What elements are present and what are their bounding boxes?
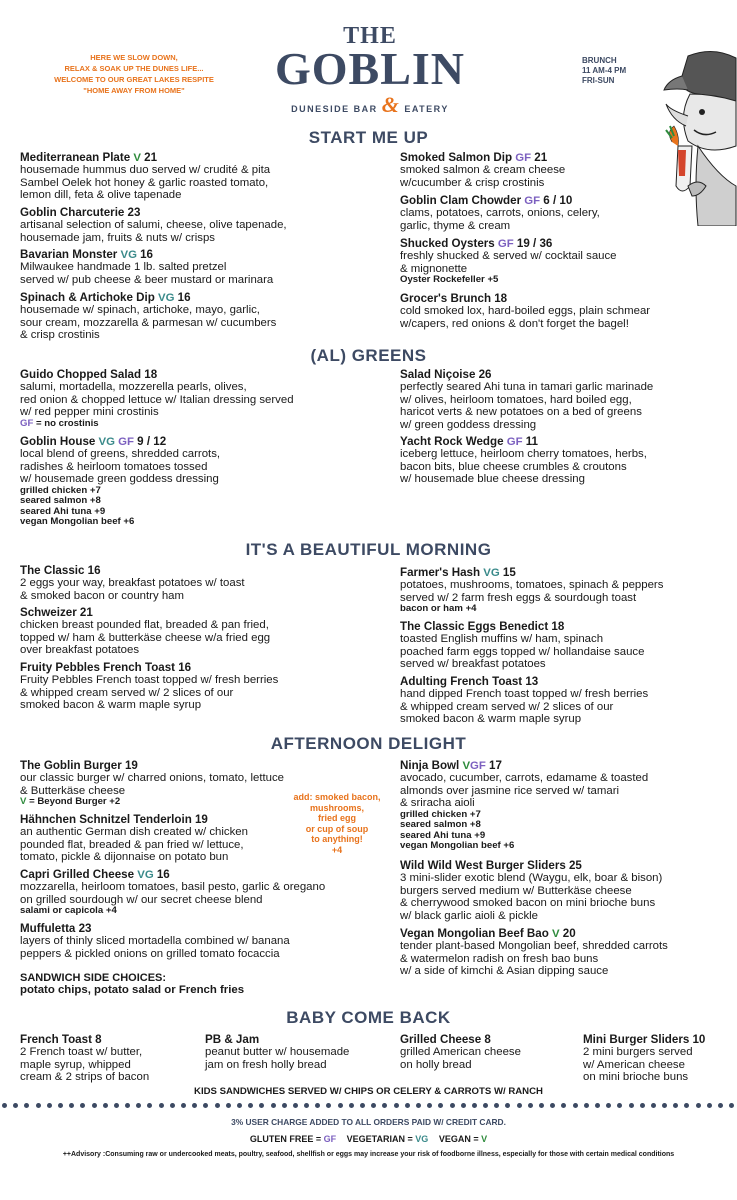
item-desc: toasted English muffins w/ ham, spinach (400, 633, 604, 646)
legend-v: V (481, 1134, 488, 1144)
item-desc: on grilled sourdough w/ our secret cheese blend (20, 893, 263, 906)
item-desc: radishes & heirloom tomatoes tossed (20, 460, 208, 473)
item-desc: 2 mini burgers served (583, 1046, 693, 1059)
item-addon: Oyster Rockefeller +5 (400, 274, 499, 286)
divider-dot (282, 1103, 287, 1108)
divider-dot (427, 1103, 432, 1108)
divider-dot (517, 1103, 522, 1108)
divider-dot (349, 1103, 354, 1108)
logo-sub-left: DUNESIDE BAR (291, 104, 378, 114)
divider-dot (696, 1103, 701, 1108)
item-desc: jam on fresh holly bread (205, 1058, 327, 1071)
item-desc: layers of thinly sliced mortadella combined w/ banana (20, 935, 290, 948)
item-name: Grilled Cheese (400, 1033, 482, 1046)
divider-dot (13, 1103, 18, 1108)
logo-ampersand: & (381, 92, 401, 117)
item-desc: bacon bits, blue cheese crumbles & croutons (400, 460, 627, 473)
item-price: 16 (140, 248, 154, 261)
divider-dot (651, 1103, 656, 1108)
item-desc: avocado, cucumber, carrots, edamame & toasted (400, 772, 649, 785)
item-desc: Milwaukee handmade 1 lb. salted pretzel (20, 261, 227, 274)
item-addon: grilled chicken +7 (20, 484, 101, 496)
divider-dot (640, 1103, 645, 1108)
item-addon: seared Ahi tuna +9 (20, 505, 106, 517)
item-price: 21 (79, 606, 93, 619)
menu-item-muffuletta (20, 923, 290, 960)
item-name: Adulting French Toast (400, 675, 523, 688)
gluten-free-tag: GF (506, 436, 523, 448)
divider-dot (483, 1103, 488, 1108)
kids-item-pb-jam (205, 1034, 349, 1071)
brunch-time: 11 AM-4 PM (582, 66, 627, 75)
item-name: Farmer's Hash (400, 566, 481, 579)
vegan-tag: V (462, 760, 471, 772)
item-desc: topped w/ ham & butterkäse cheese w/a fried egg (20, 631, 271, 644)
item-price: 15 (502, 566, 516, 579)
item-desc: Fruity Pebbles French toast topped w/ fresh berries (20, 674, 279, 687)
item-desc: & whipped cream served w/ 2 slices of our (20, 686, 234, 699)
item-desc: served w/ 2 farm fresh eggs & sourdough toast (400, 591, 637, 604)
item-name: Mediterranean Plate (20, 151, 131, 164)
item-addon: salami or capicola +4 (20, 905, 117, 917)
item-desc: 2 French toast w/ butter, (20, 1046, 143, 1059)
divider-dot (338, 1103, 343, 1108)
item-price: 25 (568, 859, 582, 872)
divider-dot (215, 1103, 220, 1108)
menu-item-grocers-brunch (400, 293, 650, 330)
item-desc: haricot verts & new potatoes on a bed of greens (400, 406, 642, 419)
item-desc: sour cream, mozzarella & parmesan w/ cucumbers (20, 316, 277, 329)
item-desc: smoked salmon & cream cheese (400, 164, 566, 177)
item-desc: & sriracha aioli (400, 797, 475, 810)
section-greens: (AL) GREENS (310, 346, 427, 365)
kids-item-grilled-cheese (400, 1034, 521, 1071)
divider-dot (159, 1103, 164, 1108)
item-price: 18 (551, 620, 565, 633)
item-desc: red onion & chopped lettuce w/ Italian dressing served (20, 393, 294, 406)
item-desc: & mignonette (400, 262, 468, 275)
divider-dot (203, 1103, 208, 1108)
item-gf-note: GF = no crostinis (20, 417, 99, 429)
menu-item-adulting-toast (400, 676, 648, 726)
item-desc: w/capers, red onions & don't forget the bagel! (400, 317, 629, 330)
item-desc: served w/ breakfast potatoes (400, 658, 546, 671)
item-price: 19 / 36 (516, 237, 553, 250)
gluten-free-tag: GF (524, 195, 541, 207)
item-price: 13 (525, 675, 539, 688)
item-price: 16 (87, 564, 101, 577)
sandwich-side-choices (20, 972, 244, 997)
dietary-legend (0, 1134, 737, 1144)
item-desc: & watermelon radish on fresh bao buns (400, 952, 599, 965)
gluten-free-tag: GF (118, 436, 134, 448)
item-desc: peanut butter w/ housemade (205, 1046, 350, 1059)
menu-item-nicoise (400, 369, 653, 431)
divider-dot (438, 1103, 443, 1108)
divider-dot (584, 1103, 589, 1108)
dotted-divider (0, 1100, 737, 1112)
item-name: Goblin House (20, 435, 96, 448)
item-addon: vegan Mongolian beef +6 (400, 840, 515, 852)
divider-dot (125, 1103, 130, 1108)
item-name: Salad Niçoise (400, 368, 476, 381)
item-desc: & Butterkäse cheese (20, 784, 126, 797)
item-price: 10 (692, 1033, 706, 1046)
divider-dot (36, 1103, 41, 1108)
divider-dot (170, 1103, 175, 1108)
vegan-tag: V (133, 152, 141, 164)
item-name: Schweizer (20, 606, 77, 619)
gluten-free-tag: GF (497, 238, 514, 250)
divider-dot (326, 1103, 331, 1108)
item-price: 18 (144, 368, 158, 381)
divider-dot (606, 1103, 611, 1108)
item-name: Grocer's Brunch (400, 292, 492, 305)
tagline-line: WELCOME TO OUR GREAT LAKES RESPITE (54, 75, 214, 84)
item-desc: tomato, pickle & dijonnaise on potato bun (20, 851, 229, 864)
divider-dot (528, 1103, 533, 1108)
item-addon: seared salmon +8 (400, 819, 481, 831)
item-desc: potato chips, potato salad or French fries (20, 984, 245, 997)
item-desc: an authentic German dish created w/ chicken (20, 826, 248, 839)
item-desc: w/ green goddess dressing (400, 418, 537, 431)
item-price: 20 (562, 927, 576, 940)
item-desc: garlic, thyme & cream (400, 219, 511, 232)
legend-gf: GF (323, 1134, 337, 1144)
item-price: 17 (489, 759, 502, 772)
add-note-line: mushrooms, (309, 802, 364, 813)
divider-dot (92, 1103, 97, 1108)
item-desc: lemon dill, feta & olive tapenade (20, 189, 182, 202)
item-name: Muffuletta (20, 922, 76, 935)
item-desc: cream & 2 strips of bacon (20, 1071, 150, 1084)
menu-item-schweizer (20, 607, 270, 657)
section-afternoon: AFTERNOON DELIGHT (270, 734, 467, 753)
brunch-label: BRUNCH (582, 56, 617, 65)
menu-item-guido-salad (20, 369, 294, 429)
menu-item-schnitzel (20, 814, 248, 864)
menu-item-capri-grilled-cheese (20, 869, 325, 917)
item-desc: almonds over jasmine rice served w/ tamari (400, 784, 620, 797)
divider-dot (472, 1103, 477, 1108)
divider-dot (192, 1103, 197, 1108)
section-morning: IT'S A BEAUTIFUL MORNING (245, 540, 492, 559)
divider-dot (405, 1103, 410, 1108)
item-price: 18 (494, 292, 508, 305)
menu-item-charcuterie (20, 207, 287, 244)
item-price: 26 (478, 368, 492, 381)
item-desc: salumi, mortadella, mozzerella pearls, olives, (20, 381, 247, 394)
divider-dot (707, 1103, 712, 1108)
vegan-tag: V (551, 928, 560, 940)
menu-item-mediterranean (20, 152, 270, 202)
item-name: The Classic (20, 564, 85, 577)
divider-dot (360, 1103, 365, 1108)
divider-dot (103, 1103, 108, 1108)
menu-item-ninja-bowl (400, 760, 648, 852)
item-desc: & crisp crostinis (20, 329, 100, 342)
divider-dot (494, 1103, 499, 1108)
item-name: Wild Wild West Burger Sliders (400, 859, 566, 872)
divider-dot (136, 1103, 141, 1108)
divider-dot (248, 1103, 253, 1108)
item-desc: w/ olives, heirloom tomatoes, hard boiled egg, (400, 393, 632, 406)
item-name: Ninja Bowl (400, 759, 460, 772)
divider-dot (461, 1103, 466, 1108)
kids-sides-note: KIDS SANDWICHES SERVED W/ CHIPS OR CELERY & CARROTS W/ RANCH (194, 1086, 543, 1097)
divider-dot (58, 1103, 63, 1108)
food-safety-advisory: ++Advisory :Consuming raw or undercooked meats, poultry, seafood, shellfish or eggs may increase your risk of foodborne illness, especially for those with certain medical conditions (62, 1151, 675, 1158)
item-desc: iceberg lettuce, heirloom cherry tomatoes, herbs, (400, 448, 647, 461)
divider-dot (505, 1103, 510, 1108)
item-addon: bacon or ham +4 (400, 603, 477, 615)
item-name: Bavarian Monster (20, 248, 118, 261)
divider-dot (293, 1103, 298, 1108)
kids-item-french-toast (20, 1034, 149, 1084)
item-desc: w/ red pepper mini crostinis (20, 406, 159, 419)
item-desc: freshly shucked & served w/ cocktail sauce (400, 250, 617, 263)
item-desc: over breakfast potatoes (20, 644, 140, 657)
add-note-line: or cup of soup (305, 823, 369, 834)
item-v-note: V = Beyond Burger +2 (20, 796, 121, 808)
item-price: 8 (95, 1033, 102, 1046)
credit-card-charge-note: 3% USER CHARGE ADDED TO ALL ORDERS PAID W/ CREDIT CARD. (231, 1117, 506, 1127)
item-addon: grilled chicken +7 (400, 808, 481, 820)
item-desc: w/ black garlic aioli & pickle (400, 909, 539, 922)
item-addon: seared salmon +8 (20, 495, 101, 507)
menu-item-eggs-benedict (400, 621, 644, 671)
item-desc: w/ a side of kimchi & Asian dipping sauce (400, 965, 609, 978)
divider-dot (2, 1103, 7, 1108)
item-desc: w/cucumber & crisp crostinis (400, 176, 545, 189)
item-price: 19 (194, 813, 208, 826)
item-desc: housemade w/ spinach, artichoke, mayo, garlic, (20, 304, 260, 317)
tagline-line: "HOME AWAY FROM HOME" (83, 86, 185, 95)
vegetarian-tag: VG (483, 567, 500, 579)
item-name: Yacht Rock Wedge (400, 435, 504, 448)
add-note-line: +4 (331, 844, 343, 855)
logo-subtitle (270, 92, 470, 118)
item-desc: local blend of greens, shredded carrots, (20, 448, 221, 461)
divider-dot (595, 1103, 600, 1108)
menu-item-fruity-pebbles (20, 662, 278, 712)
divider-dot (237, 1103, 242, 1108)
divider-dot (69, 1103, 74, 1108)
item-name: The Goblin Burger (20, 759, 122, 772)
item-desc: w/ American cheese (583, 1058, 685, 1071)
add-note-line: add: smoked bacon, (293, 792, 381, 802)
divider-dot (382, 1103, 387, 1108)
divider-dot (371, 1103, 376, 1108)
item-desc: smoked bacon & warm maple syrup (400, 713, 582, 726)
menu-item-goblin-house (20, 436, 220, 528)
divider-dot (684, 1103, 689, 1108)
divider-dot (416, 1103, 421, 1108)
divider-dot (561, 1103, 566, 1108)
divider-dot (718, 1103, 723, 1108)
item-name: Goblin Clam Chowder (400, 194, 522, 207)
item-desc: & cherrywood smoked bacon on mini brioche buns (400, 897, 656, 910)
item-name: Smoked Salmon Dip (400, 151, 513, 164)
item-desc: peppers & pickled onions on grilled tomato focaccia (20, 947, 280, 960)
divider-dot (550, 1103, 555, 1108)
item-desc: tender plant-based Mongolian beef, shredded carrots (400, 940, 668, 953)
item-desc: w/ housemade green goddess dressing (20, 473, 219, 486)
item-addon: vegan Mongolian beef +6 (20, 516, 135, 528)
menu-item-bavarian (20, 249, 273, 286)
item-price: 16 (178, 661, 192, 674)
item-name: Shucked Oysters (400, 237, 495, 250)
legend-vg-label: VEGETARIAN = (346, 1134, 413, 1144)
menu-item-salmon-dip (400, 152, 565, 189)
divider-dot (673, 1103, 678, 1108)
gluten-free-tag: GF (470, 760, 486, 772)
item-desc: hand dipped French toast topped w/ fresh berries (400, 688, 649, 701)
item-name: Capri Grilled Cheese (20, 868, 135, 881)
item-desc: housemade hummus duo served w/ crudité & pita (20, 164, 271, 177)
divider-dot (181, 1103, 186, 1108)
vegetarian-tag: VG (98, 436, 115, 448)
divider-dot (147, 1103, 152, 1108)
menu-item-oysters (400, 238, 617, 286)
item-desc: cold smoked lox, hard-boiled eggs, plain schmear (400, 305, 651, 318)
item-desc: 3 mini-slider exotic blend (Waygu, elk, boar & bison) (400, 872, 663, 885)
item-desc: on mini brioche buns (583, 1071, 689, 1084)
legend-gf-label: GLUTEN FREE = (249, 1134, 322, 1144)
legend-vg: VG (415, 1134, 429, 1144)
divider-dot (573, 1103, 578, 1108)
item-name: Spinach & Artichoke Dip (20, 291, 155, 304)
item-price: 23 (78, 922, 92, 935)
brunch-hours (582, 56, 626, 86)
item-desc: served w/ pub cheese & beer mustard or marinara (20, 273, 274, 286)
divider-dot (304, 1103, 309, 1108)
item-price: 16 (177, 291, 191, 304)
item-desc: burgers served medium w/ Butterkäse cheese (400, 884, 632, 897)
section-start-me-up: START ME UP (308, 128, 429, 147)
item-name: Fruity Pebbles French Toast (20, 661, 176, 674)
menu-item-yacht-wedge (400, 436, 647, 486)
item-desc: housemade jam, fruits & nuts w/ crisps (20, 231, 215, 244)
divider-dot (662, 1103, 667, 1108)
item-price: 11 (525, 435, 538, 448)
legend-v-label: VEGAN = (438, 1134, 479, 1144)
divider-dot (259, 1103, 264, 1108)
item-desc: & whipped cream served w/ 2 slices of our (400, 700, 614, 713)
item-desc: our classic burger w/ charred onions, tomato, lettuce (20, 772, 285, 785)
menu-item-farmers-hash (400, 567, 663, 615)
item-desc: & smoked bacon or country ham (20, 589, 184, 602)
item-price: 8 (484, 1033, 491, 1046)
item-name: French Toast (20, 1033, 92, 1046)
item-addon: seared Ahi tuna +9 (400, 829, 486, 841)
item-desc: artisanal selection of salumi, cheese, olive tapenade, (20, 219, 287, 232)
menu-item-the-classic (20, 565, 245, 602)
add-note-line: to anything! (311, 834, 363, 845)
gluten-free-tag: GF (515, 152, 532, 164)
item-desc: pounded flat, breaded & pan fried w/ lettuce, (20, 838, 244, 851)
tagline-line: RELAX & SOAK UP THE DUNES LIFE... (64, 64, 204, 73)
item-desc: perfectly seared Ahi tuna in tamari garlic marinade (400, 381, 654, 394)
divider-dot (629, 1103, 634, 1108)
divider-dot (114, 1103, 119, 1108)
vegetarian-tag: VG (137, 869, 154, 881)
menu-item-mongolian-bao (400, 928, 668, 978)
item-desc: chicken breast pounded flat, breaded & pan fried, (20, 619, 269, 632)
vegetarian-tag: VG (158, 292, 175, 304)
divider-dot (271, 1103, 276, 1108)
item-desc: maple syrup, whipped (20, 1058, 131, 1071)
item-price: 16 (156, 868, 170, 881)
tagline-line: HERE WE SLOW DOWN, (90, 53, 178, 62)
divider-dot (539, 1103, 544, 1108)
item-name: The Classic Eggs Benedict (400, 620, 549, 633)
divider-dot (450, 1103, 455, 1108)
item-price: 21 (534, 151, 548, 164)
item-price: 19 (124, 759, 138, 772)
item-name: Goblin Charcuterie (20, 206, 125, 219)
item-name: Mini Burger Sliders (583, 1033, 690, 1046)
item-price: 23 (127, 206, 141, 219)
item-desc: potatoes, mushrooms, tomatoes, spinach & peppers (400, 579, 664, 592)
divider-dot (226, 1103, 231, 1108)
brunch-days: FRI-SUN (582, 76, 615, 85)
item-name: PB & Jam (205, 1033, 260, 1046)
logo-the: THE (343, 23, 397, 49)
section-kids: BABY COME BACK (286, 1008, 451, 1027)
item-desc: clams, potatoes, carrots, onions, celery, (400, 207, 600, 220)
item-desc: poached farm eggs topped w/ hollandaise sauce (400, 645, 645, 658)
item-desc: w/ housemade blue cheese dressing (400, 473, 585, 486)
divider-dot (394, 1103, 399, 1108)
item-desc: Sambel Oelek hot honey & garlic roasted tomato, (20, 176, 269, 189)
menu-item-spinach-dip (20, 292, 276, 342)
item-desc: on holly bread (400, 1058, 472, 1071)
add-ons-note (282, 792, 392, 856)
item-price: 21 (144, 151, 158, 164)
add-note-line: fried egg (317, 813, 356, 824)
restaurant-logo (270, 24, 470, 118)
item-price: 9 / 12 (137, 435, 167, 448)
logo-goblin: GOBLIN (274, 43, 466, 94)
item-desc: 2 eggs your way, breakfast potatoes w/ toast (20, 577, 245, 590)
vegetarian-tag: VG (120, 249, 137, 261)
divider-dot (617, 1103, 622, 1108)
item-price: 6 / 10 (543, 194, 573, 207)
divider-dot (315, 1103, 320, 1108)
menu-item-burger-sliders (400, 860, 662, 922)
item-name: Hähnchen Schnitzel Tenderloin (20, 813, 192, 826)
item-desc: grilled American cheese (400, 1046, 521, 1059)
divider-dot (729, 1103, 734, 1108)
divider-dot (24, 1103, 29, 1108)
kids-item-mini-sliders (583, 1034, 705, 1084)
menu-item-goblin-burger (20, 760, 284, 808)
item-desc: smoked bacon & warm maple syrup (20, 699, 202, 712)
item-name: Vegan Mongolian Beef Bao (400, 927, 549, 940)
item-name: Guido Chopped Salad (20, 368, 142, 381)
divider-dot (47, 1103, 52, 1108)
logo-sub-right: EATERY (404, 104, 449, 114)
menu-item-clam-chowder (400, 195, 600, 232)
item-name: SANDWICH SIDE CHOICES: (20, 972, 167, 984)
welcome-tagline (44, 52, 224, 96)
divider-dot (80, 1103, 85, 1108)
item-desc: mozzarella, heirloom tomatoes, basil pesto, garlic & oregano (20, 881, 326, 894)
